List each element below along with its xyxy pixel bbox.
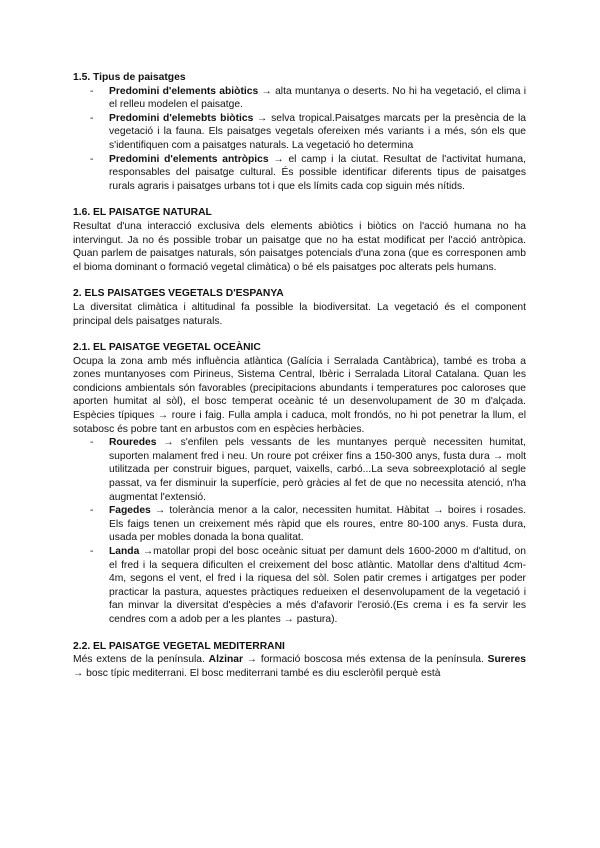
description: →matollar propi del bosc oceànic situat per damunt dels 1600-2000 m d'altitud, on el fred i la sequera dificulten el creixement del bosc atlàntic. Matollar dens d'altitud 4cm-4m, segons el vent, el fred i la riquesa del sòl. Solen patir cremes i artigatges per poder practicar la pastura, aquestes pràctiques redueixen el desenvolupament de la vegetació i fan minvar la diversitat d'espècies a més d'afavorir l'erosió.(Es crema i es fa servir les cendres com a adob per a les plantes → pastura). xyxy=(109,546,526,625)
list-item xyxy=(109,504,526,545)
section-1-5 xyxy=(73,71,526,193)
description: → el camp i la ciutat. Resultat de l'activitat humana, responsables del paisatge cultural. És possible identificar diferents tipus de paisatges rurals agraris i paisatges urbans tot i que els límits cada cop siguin més nítids. xyxy=(109,153,526,192)
description: → selva tropical.Paisatges marcats per la presència de la vegetació i la fauna. Els paisatges vegetals ofereixen més variants i a més, són els que s'identifiquen com a paisatges naturals. La vegetació ho determina xyxy=(109,112,526,151)
term: Predomini d'elements antròpics xyxy=(109,153,269,165)
list-item xyxy=(109,153,526,194)
term: Rouredes xyxy=(109,437,157,449)
section-heading: 1.6. EL PAISATGE NATURAL xyxy=(73,207,212,219)
paragraph: Resultat d'una interacció exclusiva dels elements abiòtics i biòtics on l'acció humana no ha intervingut. Ja no és possible trobar un paisatge que no ha estat modificat per l'acció antròpica. Quan parlem de paisatges naturals, són paisatges potencials d'una zona (que es corresponen amb el bioma dominant o formació vegetal climàtica) o bé els paisatges poc alterats pels humans. xyxy=(73,220,526,273)
term: Predomini d'elements abiòtics xyxy=(109,85,259,97)
description: → tolerància menor a la calor, necessiten humitat. Hàbitat → boires i rosades. Els faigs tenen un creixement més ràpid que els roures, entre 80-100 anys. Fusta dura, usada per mobles donada la bona qualitat. xyxy=(109,505,526,544)
section-1-6 xyxy=(73,206,526,274)
section-heading: 2. ELS PAISATGES VEGETALS D'ESPANYA xyxy=(73,288,284,300)
text-run: Més extens de la península. xyxy=(73,654,209,666)
list-item xyxy=(109,436,526,504)
term: Predomini d'elemebts biòtics xyxy=(109,112,254,124)
section-heading: 2.2. EL PAISATGE VEGETAL MEDITERRANI xyxy=(73,640,285,652)
term: Fagedes xyxy=(109,505,151,517)
description: → s'enfilen pels vessants de les muntanyes perquè necessiten humitat, suporten malament fred i neu. Un roure pot créixer fins a 150-300 anys, fusta dura → molt utilitzada per construir bigues, parquet, vaixells, carbó...La seva sobreexplotació al segle passat, va fer disminuir la superfície, però gràcies al fet de que no necessita atenció, n'ha augmentat l'extensió. xyxy=(109,437,526,503)
list-item xyxy=(109,112,526,153)
paragraph xyxy=(73,653,526,680)
section-2-1 xyxy=(73,341,526,626)
document-body xyxy=(73,71,526,693)
text-run: → formació boscosa més extensa de la península. xyxy=(243,654,488,666)
term: Landa xyxy=(109,546,140,557)
term: Sureres xyxy=(487,654,526,666)
paragraph: Ocupa la zona amb més influència atlàntica (Galícia i Serralada Cantàbrica), també es troba a zones muntanyoses com Pirineus, Sistema Central, Ibèric i Serralada Litoral Catalana. Quan les condicions ambientals són favorables (precipitacions abundants i temperatures poc caloroses que aporten humitat al sòl), el bosc temperat oceànic té un desenvolupament de 30 m d'alçada. Espècies típiques → roure i faig. Fulla ampla i caduca, molt frondós, no hi pot penetrar la llum, el sotabosc és pobre tant en arbustos com en espècies herbàcies. xyxy=(73,355,526,435)
section-2-2 xyxy=(73,640,526,681)
section-heading: 1.5. Tipus de paisatges xyxy=(73,72,186,83)
bullet-list xyxy=(73,436,526,626)
paragraph: La diversitat climàtica i altitudinal fa possible la biodiversitat. La vegetació és el component principal dels paisatges naturals. xyxy=(73,301,526,327)
text-run: → bosc típic mediterrani. El bosc mediterrani també es diu escleròfil perquè està xyxy=(73,667,441,679)
section-heading: 2.1. EL PAISATGE VEGETAL OCEÀNIC xyxy=(73,342,261,354)
description: → alta muntanya o deserts. No hi ha vegetació, el clima i el relleu modelen el paisatge. xyxy=(109,85,526,111)
list-item xyxy=(109,545,526,627)
list-item xyxy=(109,85,526,112)
section-2 xyxy=(73,287,526,328)
term: Alzinar xyxy=(208,654,243,666)
bullet-list xyxy=(73,85,526,194)
